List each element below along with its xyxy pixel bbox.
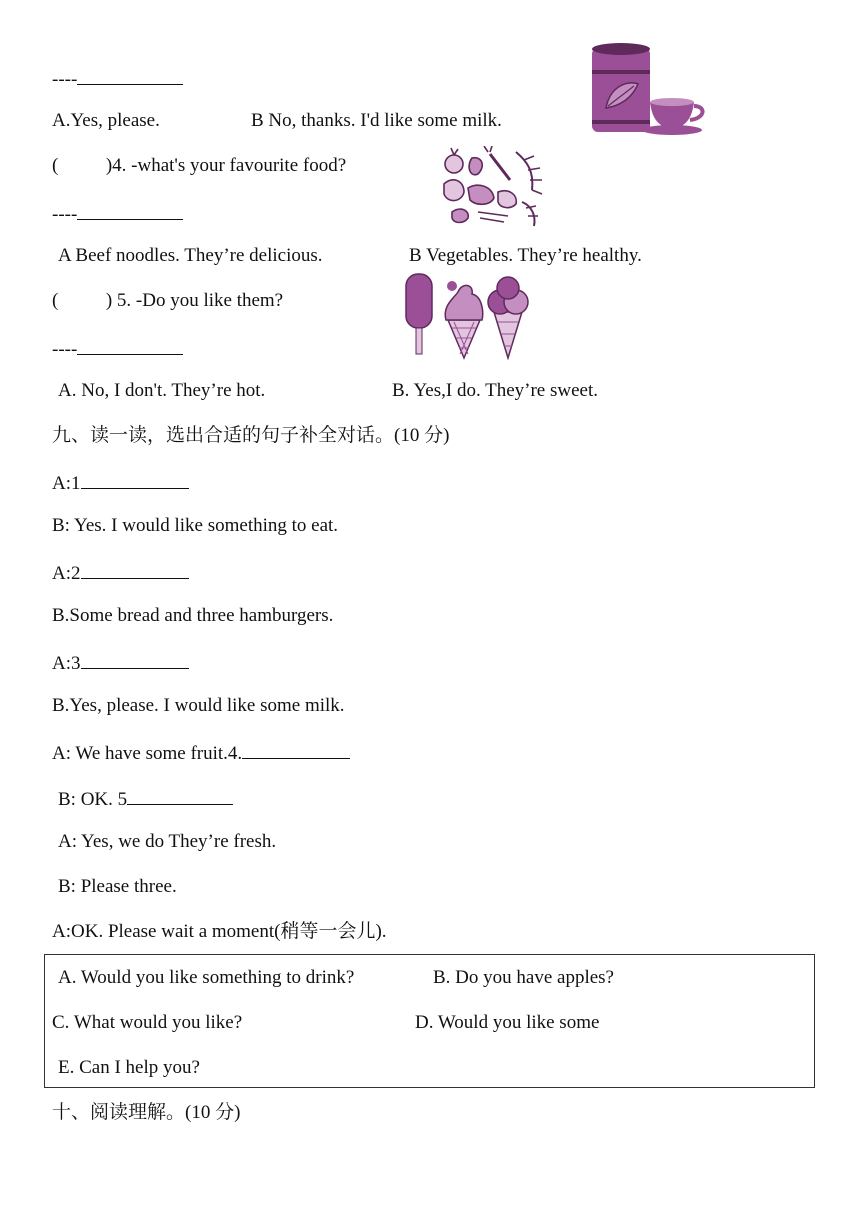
q3-option-a: A.Yes, please. xyxy=(52,110,160,131)
answer-blank[interactable] xyxy=(77,66,183,85)
answer-blank[interactable] xyxy=(81,470,189,489)
dialogue-text: A:2 xyxy=(52,563,81,584)
dialogue-text: A:1 xyxy=(52,473,81,494)
answer-blank[interactable] xyxy=(77,336,183,355)
dialogue-line-9: A: Yes, we do They’re fresh. xyxy=(58,831,277,852)
dialogue-line-3 xyxy=(52,560,189,585)
dialogue-line-5 xyxy=(52,650,189,675)
option-b: B. Do you have apples? xyxy=(433,967,614,988)
q4-option-a: A Beef noodles. They’re delicious. xyxy=(58,245,323,266)
dialogue-line-1 xyxy=(52,470,189,495)
answer-blank[interactable] xyxy=(81,650,189,669)
dialogue-line-2: B: Yes. I would like something to eat. xyxy=(52,515,339,536)
q3-option-b: B No, thanks. I'd like some milk. xyxy=(251,110,502,131)
section-10-heading: 十、阅读理解。(10 分) xyxy=(52,1102,241,1123)
q5-option-a: A. No, I don't. They’re hot. xyxy=(58,380,266,401)
option-c: C. What would you like? xyxy=(52,1012,243,1033)
answer-blank[interactable] xyxy=(242,740,350,759)
q4-question-line xyxy=(52,155,346,177)
dialogue-text: B: OK. 5 xyxy=(58,789,128,810)
answer-blank[interactable] xyxy=(77,201,183,220)
dialogue-text: A:3 xyxy=(52,653,81,674)
answer-blank[interactable] xyxy=(81,560,189,579)
answer-parenthesis[interactable]: ( ) xyxy=(52,155,113,176)
answer-prefix: ---- xyxy=(52,339,78,360)
dialogue-line-11: A:OK. Please wait a moment(稍等一会儿). xyxy=(52,921,387,942)
section-9-heading: 九、读一读，选出合适的句子补全对话。(10 分) xyxy=(52,425,450,446)
q5-answer-line xyxy=(52,336,183,361)
option-a: A. Would you like something to drink? xyxy=(58,967,355,988)
q4-option-b: B Vegetables. They’re healthy. xyxy=(409,245,642,266)
dialogue-line-6: B.Yes, please. I would like some milk. xyxy=(52,695,345,716)
q5-question-line xyxy=(52,290,283,312)
tea-can-and-cup-icon xyxy=(586,40,712,136)
ice-creams-icon xyxy=(402,272,534,360)
option-d: D. Would you like some xyxy=(415,1012,600,1033)
dialogue-line-10: B: Please three. xyxy=(58,876,177,897)
dialogue-line-7 xyxy=(52,740,350,765)
question-text: 4. -what's your favourite food? xyxy=(112,155,347,176)
q5-option-b: B. Yes,I do. They’re sweet. xyxy=(392,380,598,401)
vegetables-icon xyxy=(438,146,552,228)
q4-answer-line xyxy=(52,201,183,226)
dialogue-text: A: We have some fruit.4. xyxy=(52,743,243,764)
dialogue-line-8 xyxy=(58,786,233,811)
answer-blank[interactable] xyxy=(127,786,233,805)
answer-parenthesis[interactable]: ( ) xyxy=(52,290,113,311)
question-text: 5. -Do you like them? xyxy=(112,290,284,311)
dialogue-line-4: B.Some bread and three hamburgers. xyxy=(52,605,334,626)
answer-prefix: ---- xyxy=(52,204,78,225)
option-e: E. Can I help you? xyxy=(58,1057,200,1078)
answer-prefix: ---- xyxy=(52,69,78,90)
q3-answer-line xyxy=(52,66,183,91)
